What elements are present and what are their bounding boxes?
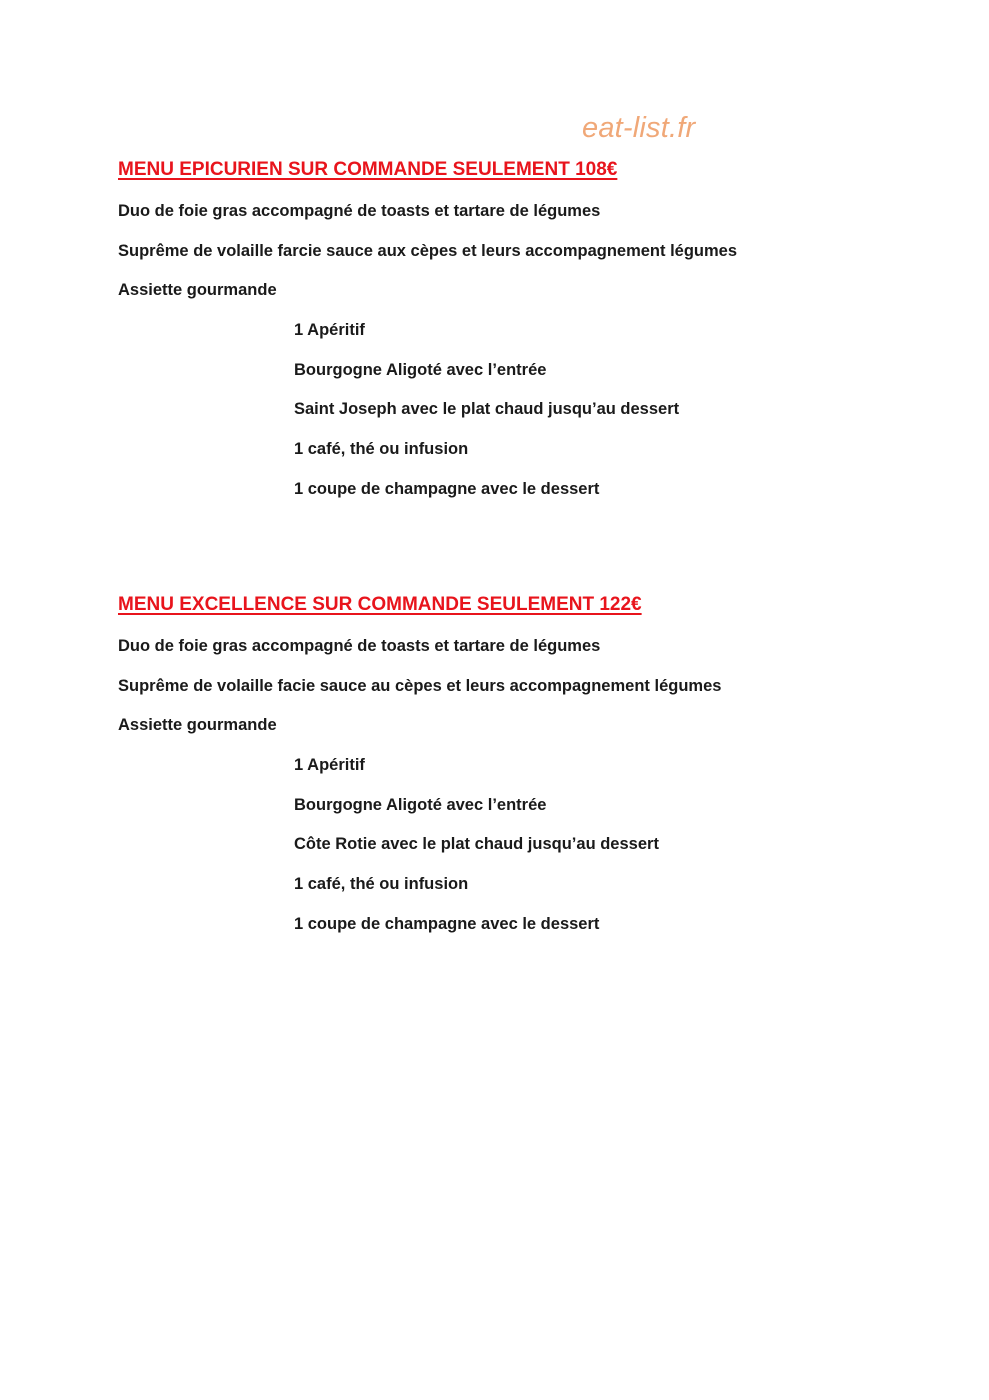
drinks-list (294, 316, 938, 514)
dish-item: Duo de foie gras accompagné de toasts et tartare de légumes (118, 202, 601, 220)
drink-item: Côte Rotie avec le plat chaud jusqu’au dessert (294, 835, 659, 854)
drinks-list (294, 751, 938, 949)
drink-item: 1 Apéritif (294, 756, 365, 775)
drink-item: 1 café, thé ou infusion (294, 875, 469, 894)
dish-item: Suprême de volaille facie sauce au cèpes et leurs accompagnement légumes (118, 676, 722, 695)
watermark-text: eat-list.fr (582, 112, 696, 144)
menu-excellence (118, 592, 938, 950)
drink-item: Bourgogne Aligoté avec l’entrée (294, 360, 547, 379)
menu-epicurien (118, 157, 938, 515)
dish-item: Assiette gourmande (118, 281, 277, 300)
drink-item: 1 coupe de champagne avec le dessert (294, 479, 600, 498)
menu-title: MENU EPICURIEN SUR COMMANDE SEULEMENT 108€ (118, 159, 618, 180)
dish-item: Suprême de volaille farcie sauce aux cèpes et leurs accompagnement légumes (118, 241, 738, 260)
drink-item: Bourgogne Aligoté avec l’entrée (294, 795, 547, 814)
menu-title: MENU EXCELLENCE SUR COMMANDE SEULEMENT 122€ (118, 594, 642, 615)
drink-item: 1 café, thé ou infusion (294, 440, 469, 459)
drink-item: 1 coupe de champagne avec le dessert (294, 914, 600, 933)
drink-item: Saint Joseph avec le plat chaud jusqu’au dessert (294, 400, 680, 419)
dish-item: Assiette gourmande (118, 716, 277, 735)
drink-item: 1 Apéritif (294, 321, 365, 340)
dish-item: Duo de foie gras accompagné de toasts et tartare de légumes (118, 637, 601, 655)
